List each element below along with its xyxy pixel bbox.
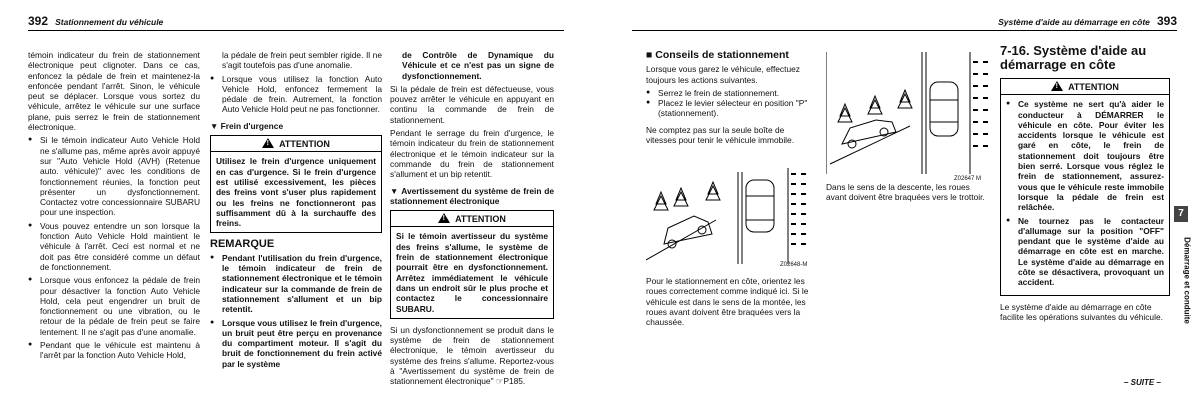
downhill-parking-illustration: [826, 46, 998, 174]
figure-code: Z02648-M: [780, 262, 808, 268]
paragraph: Si la pédale de frein est défectueuse, vous pouvez arrêter le véhicule en appuyant en continu la commande de frein de stationnement.: [390, 83, 554, 125]
right-col-3: [1000, 44, 1170, 325]
continued-marker: – SUITE –: [1124, 378, 1161, 387]
list-item: ● Pendant l'utilisation du frein d'urgence, le témoin indicateur de frein de stationnement électronique et le témoin indicateur sur la commande de frein de stationnement s'allument et un bip retentit.: [210, 253, 382, 315]
list-item: ● Ce système ne sert qu'à aider le conducteur à DÉMARRER le véhicule en côte. Pour éviter les accidents lorsque le véhicule est garé en côte, le frein de stationnement doit toujours être bien serré. Lorsque vous réglez le frein de stationnement, assurez-vous que le véhicule reste immobile lorsque la pédale de frein est relâchée.: [1006, 99, 1164, 212]
attention-bar: [1001, 79, 1169, 95]
section-title-hill-start: 7-16. Système d'aide au démarrage en côte: [1000, 43, 1147, 72]
left-page-number: 392: [28, 14, 49, 28]
paragraph: Pour le stationnement en côte, orientez les roues correctement comme indiqué ici. Si le véhicule est dans le sens de la montée, les roues avant doivent être braquées vers la chaussée.: [646, 276, 809, 328]
list-item: ● Vous pouvez entendre un son lorsque la fonction Auto Vehicle Hold maintient le véhicule à l'arrêt. Ceci est normal et ne doit pas être considéré comme un défaut de fonctionnement.: [28, 221, 200, 272]
paragraph: Pendant le serrage du frein d'urgence, le témoin indicateur du frein de stationnement électronique et le témoin indicateur sur la commande du frein de stationnement s'allument et un bip retentit.: [390, 128, 554, 180]
right-col-1-bottom: [646, 276, 818, 330]
warning-triangle-icon: [1051, 81, 1063, 91]
left-header-title: Stationnement du véhicule: [55, 17, 164, 27]
attention-title: ATTENTION: [1068, 82, 1119, 92]
attention-box: [210, 135, 382, 233]
left-header: [28, 14, 564, 31]
chapter-tab-label: Démarrage et conduite: [1182, 237, 1192, 324]
section-heading-parking: ■ Conseils de stationnement: [646, 49, 789, 61]
right-header: [632, 14, 1177, 31]
attention-title: ATTENTION: [279, 139, 330, 150]
uphill-parking-illustration: [646, 164, 822, 270]
paragraph: Dans le sens de la descente, les roues avant doivent être braquées vers le trottoir.: [826, 182, 985, 203]
attention-text: Si le témoin avertisseur du système des freins s'allume, le système de frein de stationnement électronique pourrait être en dysfonctionnement. Arrêtez immédiatement le véhicule dans un endroit sûr le plus proche et contactez le concessionnaire SUBARU.: [396, 231, 548, 314]
paragraph: Lorsque vous garez le véhicule, effectuez toujours les actions suivantes.: [646, 64, 800, 85]
left-col-2: [210, 50, 382, 372]
paragraph: Le système d'aide au démarrage en côte facilite les opérations suivantes du véhicule.: [1000, 301, 1163, 322]
chapter-tab: [1176, 228, 1192, 338]
right-page-number: 393: [1156, 14, 1177, 28]
remarque-heading: REMARQUE: [210, 238, 275, 251]
warning-triangle-icon: [262, 138, 274, 148]
right-col-1: [646, 50, 816, 148]
paragraph: la pédale de frein peut sembler rigide. Il ne s'agit toutefois pas d'une anomalie.: [222, 50, 382, 71]
paragraph: témoin indicateur du frein de stationnement électronique peut clignoter. Dans ce cas, enfoncez la pédale de frein et maintenez-la enfoncée pendant l'arrêt. Sinon, le véhicule peut se déplacer. Lorsque vous sortez du véhicule, arrêtez le véhicule sur une surface plane, puis serrez le frein de stationnement électronique.: [28, 50, 200, 133]
right-header-title: Système d'aide au démarrage en côte: [998, 17, 1150, 27]
list-item: ● Lorsque vous enfoncez la pédale de frein pour désactiver la fonction Auto Vehicle Hold, cela peut engendrer un bruit de fonctionnement ou une vibration, ou le retour de la pédale de frein peut se faire lentement. Il ne s'agit pas d'une anomalie.: [28, 275, 200, 337]
attention-title: ATTENTION: [455, 214, 506, 225]
list-item: ● Lorsque vous utilisez le frein d'urgence, un bruit peut être perçu en provenance du compartiment moteur. Il s'agit du bruit de fonctionnement du frein activé par le système: [210, 318, 382, 369]
list-item: ● Placez le levier sélecteur en position "P" (stationnement).: [646, 98, 816, 119]
list-item: ● Lorsque vous utilisez la fonction Auto Vehicle Hold, enfoncez fermement la pédale de frein. Autrement, la fonction Auto Vehicle Hold peut ne pas fonctionner.: [210, 74, 382, 115]
attention-bar: [391, 211, 553, 227]
list-item: ● Si le témoin indicateur Auto Vehicle Hold ne s'allume pas, même après avoir appuyé sur "Auto Vehicle Hold (AVH) (Retenue auto. véhicule)" avec les conditions de fonctionnement réunies, la fonction peut présenter un dysfonctionnement. Contactez votre concessionnaire SUBARU pour une inspection.: [28, 135, 200, 217]
attention-box: [390, 210, 554, 319]
list-item: ● Pendant que le véhicule est maintenu à l'arrêt par la fonction Auto Vehicle Hold,: [28, 340, 200, 361]
chapter-tab-number: 7: [1174, 206, 1188, 222]
attention-body: [1001, 95, 1169, 294]
paragraph: Ne comptez pas sur la seule boîte de vitesses pour tenir le véhicule immobile.: [646, 124, 795, 146]
left-col-3: [390, 50, 554, 390]
list-item: ● Ne tournez pas le contacteur d'allumage sur la position "OFF" pendant que le système d'aide au démarrage en côte est en marche. Le système d'aide au démarrage en côte se désactivera, provoquant un accident.: [1006, 216, 1164, 288]
list-item: ● Serrez le frein de stationnement.: [646, 88, 816, 98]
paragraph: de Contrôle de Dynamique du Véhicule et ce n'est pas un signe de dysfonctionnement.: [402, 50, 554, 81]
left-col-1: [28, 50, 200, 364]
right-page: [632, 0, 1200, 402]
subheading-epb-warning: ▼ Avertissement du système de frein de stationnement électronique: [390, 185, 554, 206]
paragraph: Si un dysfonctionnement se produit dans le système de frein de stationnement électronique, le témoin avertisseur du système des freins s'allume. Reportez-vous à "Avertissement du système de frein de stationnement électronique" ☞P185.: [390, 324, 554, 387]
warning-triangle-icon: [438, 213, 450, 223]
right-col-2: [826, 182, 992, 206]
attention-box: [1000, 78, 1170, 296]
attention-text: Utilisez le frein d'urgence uniquement en cas d'urgence. Si le frein d'urgence est utilisé excessivement, les pièces des freins vont s'user plus rapidement ou les freins ne fonctionneront pas suffisamment dû à la surchauffe des freins.: [216, 156, 376, 229]
left-page: [0, 0, 568, 402]
figure-code: Z02647 M: [954, 176, 982, 182]
subheading-emergency-brake: ▼ Frein d'urgence: [210, 120, 284, 131]
attention-bar: [211, 136, 381, 152]
